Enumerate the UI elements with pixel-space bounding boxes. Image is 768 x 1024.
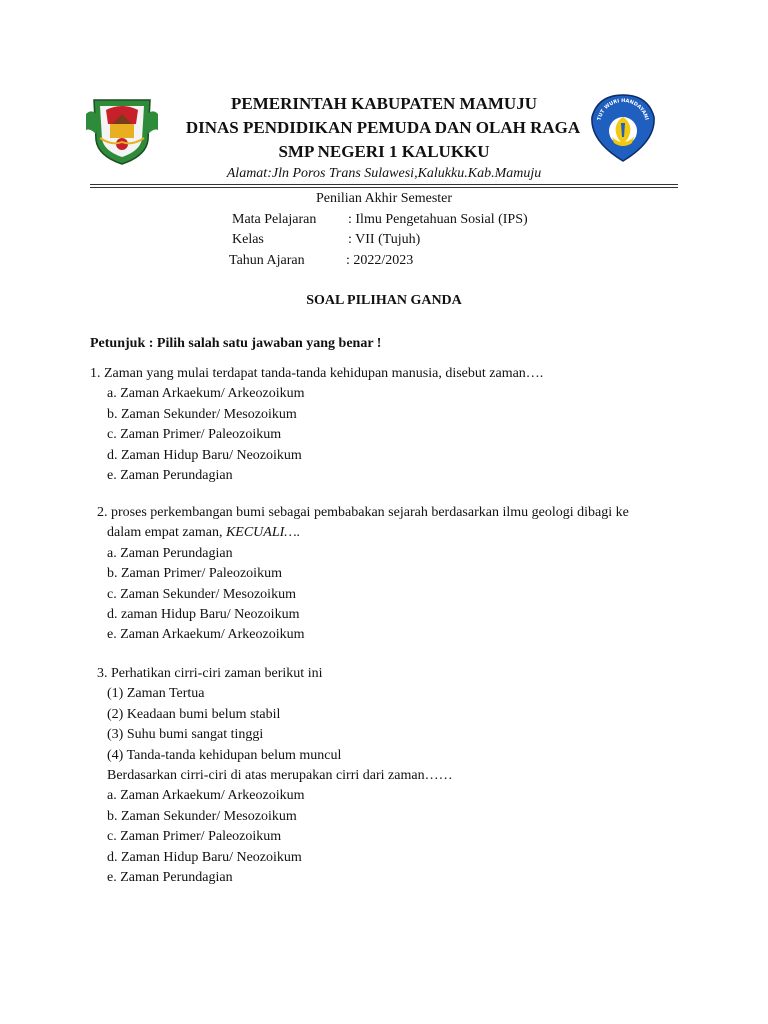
header-divider-top <box>90 184 678 185</box>
question-text: 1. Zaman yang mulai terdapat tanda-tanda kehidupan manusia, disebut zaman…. <box>90 366 544 381</box>
info-value: : Ilmu Pengetahuan Sosial (IPS) <box>348 212 528 227</box>
question-2 <box>90 503 680 646</box>
question-statement: (2) Keadaan bumi belum stabil <box>107 706 281 722</box>
section-title: SOAL PILIHAN GANDA <box>306 293 462 308</box>
answer-option: a. Zaman Perundagian <box>107 545 233 561</box>
answer-option: b. Zaman Sekunder/ Mesozoikum <box>107 808 297 824</box>
answer-option: e. Zaman Perundagian <box>107 468 233 484</box>
question-text-line: 2. proses perkembangan bumi sebagai pembabakan sejarah berdasarkan ilmu geologi dibagi ke <box>97 505 629 520</box>
header-divider-bottom <box>90 187 678 188</box>
info-value: : VII (Tujuh) <box>348 232 421 247</box>
question-1 <box>90 364 680 486</box>
instruction-text: Petunjuk : Pilih salah satu jawaban yang benar ! <box>90 336 382 351</box>
question-prompt: Berdasarkan cirri-ciri di atas merupakan cirri dari zaman…… <box>107 768 453 784</box>
answer-option: e. Zaman Perundagian <box>107 870 233 886</box>
answer-option: d. zaman Hidup Baru/ Neozoikum <box>107 607 300 623</box>
info-value: : 2022/2023 <box>346 253 414 268</box>
question-emphasis: KECUALI…. <box>225 525 301 541</box>
answer-option: d. Zaman Hidup Baru/ Neozoikum <box>107 447 302 463</box>
answer-option: b. Zaman Primer/ Paleozoikum <box>107 566 282 582</box>
question-text-continuation <box>90 523 680 543</box>
school-address: Alamat:Jln Poros Trans Sulawesi,Kalukku.Kab.Mamuju <box>226 166 542 181</box>
question-text: 3. Perhatikan cirri-ciri zaman berikut ini <box>97 666 323 681</box>
info-label: Kelas <box>232 232 264 247</box>
answer-option: e. Zaman Arkaekum/ Arkeozoikum <box>107 627 305 643</box>
answer-option: d. Zaman Hidup Baru/ Neozoikum <box>107 849 302 865</box>
answer-option: a. Zaman Arkaekum/ Arkeozoikum <box>107 386 305 402</box>
answer-option: c. Zaman Sekunder/ Mesozoikum <box>107 586 296 602</box>
question-text-line: dalam empat zaman, <box>107 525 226 541</box>
answer-option: a. Zaman Arkaekum/ Arkeozoikum <box>107 788 305 804</box>
svg-text:TUT WURI HANDAYANI: TUT WURI HANDAYANI <box>596 97 650 122</box>
answer-option: c. Zaman Primer/ Paleozoikum <box>107 427 282 443</box>
question-text <box>90 503 680 523</box>
header-school-name: SMP NEGERI 1 KALUKKU <box>278 142 490 161</box>
info-label: Mata Pelajaran <box>232 212 317 227</box>
header-department-name: DINAS PENDIDIKAN PEMUDA DAN OLAH RAGA <box>185 118 581 137</box>
header-government-name: PEMERINTAH KABUPATEN MAMUJU <box>231 94 537 113</box>
answer-option: b. Zaman Sekunder/ Mesozoikum <box>107 406 297 422</box>
question-3 <box>90 664 680 888</box>
question-statement: (3) Suhu bumi sangat tinggi <box>107 727 264 743</box>
answer-option: c. Zaman Primer/ Paleozoikum <box>107 829 282 845</box>
info-label: Tahun Ajaran <box>229 253 305 268</box>
question-statement: (4) Tanda-tanda kehidupan belum muncul <box>107 747 342 763</box>
exam-title: Penilian Akhir Semester <box>315 191 453 206</box>
question-statement: (1) Zaman Tertua <box>107 686 205 702</box>
